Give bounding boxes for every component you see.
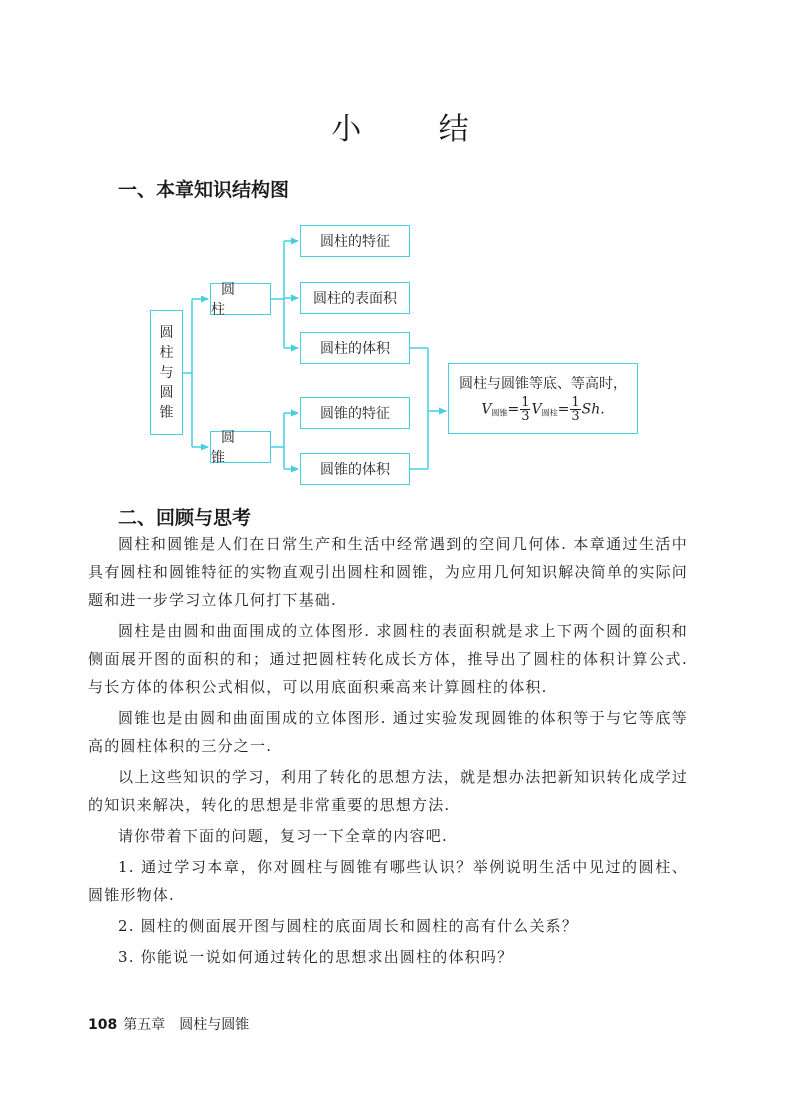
cylinder-box: 圆 柱 — [210, 283, 271, 315]
root-char: 圆 — [159, 384, 174, 401]
formula-sub-cylinder: 圆柱 — [541, 408, 558, 418]
fraction-denominator: 3 — [521, 408, 530, 424]
formula-sh: Sh. — [581, 401, 605, 418]
cone-volume-formula — [481, 396, 604, 426]
root-char: 圆 — [159, 324, 174, 341]
formula-v: V — [481, 401, 492, 418]
cone-box: 圆 锥 — [210, 431, 271, 463]
connector-cylinder-trunk — [271, 241, 284, 348]
connector-cone-trunk — [271, 413, 284, 469]
formula-v: V — [531, 401, 542, 418]
conclusion-text: 圆柱与圆锥等底、等高时， — [459, 375, 627, 392]
cylinder-feature-box: 圆柱的特征 — [300, 225, 410, 257]
conclusion-box — [448, 363, 638, 434]
page-footer — [88, 1014, 249, 1034]
fraction-numerator: 1 — [571, 394, 580, 410]
root-char: 锥 — [159, 404, 174, 421]
fraction-one-third — [520, 396, 530, 423]
chapter-title: 圆柱与圆锥 — [179, 1017, 250, 1033]
cylinder-surface-area-box: 圆柱的表面积 — [300, 282, 410, 314]
paragraph: 圆锥也是由圆和曲面围成的立体图形. 通过实验发现圆锥的体积等于与它等底等高的圆柱体积的三分之一. — [88, 709, 688, 755]
paragraph: 以上这些知识的学习，利用了转化的思想方法，就是想办法把新知识转化成学过的知识来解决，转化的思想是非常重要的思想方法. — [88, 768, 688, 814]
question-item: 3. 你能说一说如何通过转化的思想求出圆柱的体积吗？ — [118, 948, 514, 966]
review-body — [88, 530, 688, 974]
page-number: 108 — [88, 1017, 118, 1033]
fraction-one-third — [570, 396, 580, 423]
paragraph: 请你带着下面的问题，复习一下全章的内容吧. — [118, 827, 448, 845]
cone-volume-box: 圆锥的体积 — [300, 453, 410, 485]
paragraph: 圆柱是由圆和曲面围成的立体图形. 求圆柱的表面积就是求上下两个圆的面积和侧面展开图的面积的和；通过把圆柱转化成长方体，推导出了圆柱的体积计算公式. 与长方体的体积公式相似，可以用底面积乘高来计算圆柱的体积. — [88, 622, 688, 696]
root-box-cylinder-and-cone — [150, 310, 183, 435]
formula-sub-cone: 圆锥 — [491, 408, 508, 418]
question-item: 1. 通过学习本章，你对圆柱与圆锥有哪些认识？举例说明生活中见过的圆柱、圆锥形物体. — [88, 858, 688, 904]
root-char: 与 — [159, 364, 174, 381]
paragraph: 圆柱和圆锥是人们在日常生产和生活中经常遇到的空间几何体. 本章通过生活中具有圆柱和圆锥特征的实物直观引出圆柱和圆锥，为应用几何知识解决简单的实际问题和进一步学习立体几何打下基础. — [88, 535, 688, 609]
formula-eq: = — [557, 401, 570, 418]
cylinder-volume-box: 圆柱的体积 — [300, 332, 410, 364]
page-title: 小 结 — [331, 112, 503, 147]
cone-feature-box: 圆锥的特征 — [300, 397, 410, 429]
section-heading-knowledge-structure: 一、本章知识结构图 — [118, 179, 290, 201]
root-char: 柱 — [159, 344, 174, 361]
formula-eq: = — [507, 401, 520, 418]
connector-volumes — [410, 348, 428, 469]
section-heading-review: 二、回顾与思考 — [118, 507, 252, 529]
connector-root — [183, 299, 192, 447]
fraction-numerator: 1 — [521, 394, 530, 410]
fraction-denominator: 3 — [571, 408, 580, 424]
chapter-label: 第五章 — [123, 1017, 166, 1033]
knowledge-structure-diagram — [140, 215, 680, 505]
question-item: 2. 圆柱的侧面展开图与圆柱的底面周长和圆柱的高有什么关系？ — [118, 917, 579, 935]
